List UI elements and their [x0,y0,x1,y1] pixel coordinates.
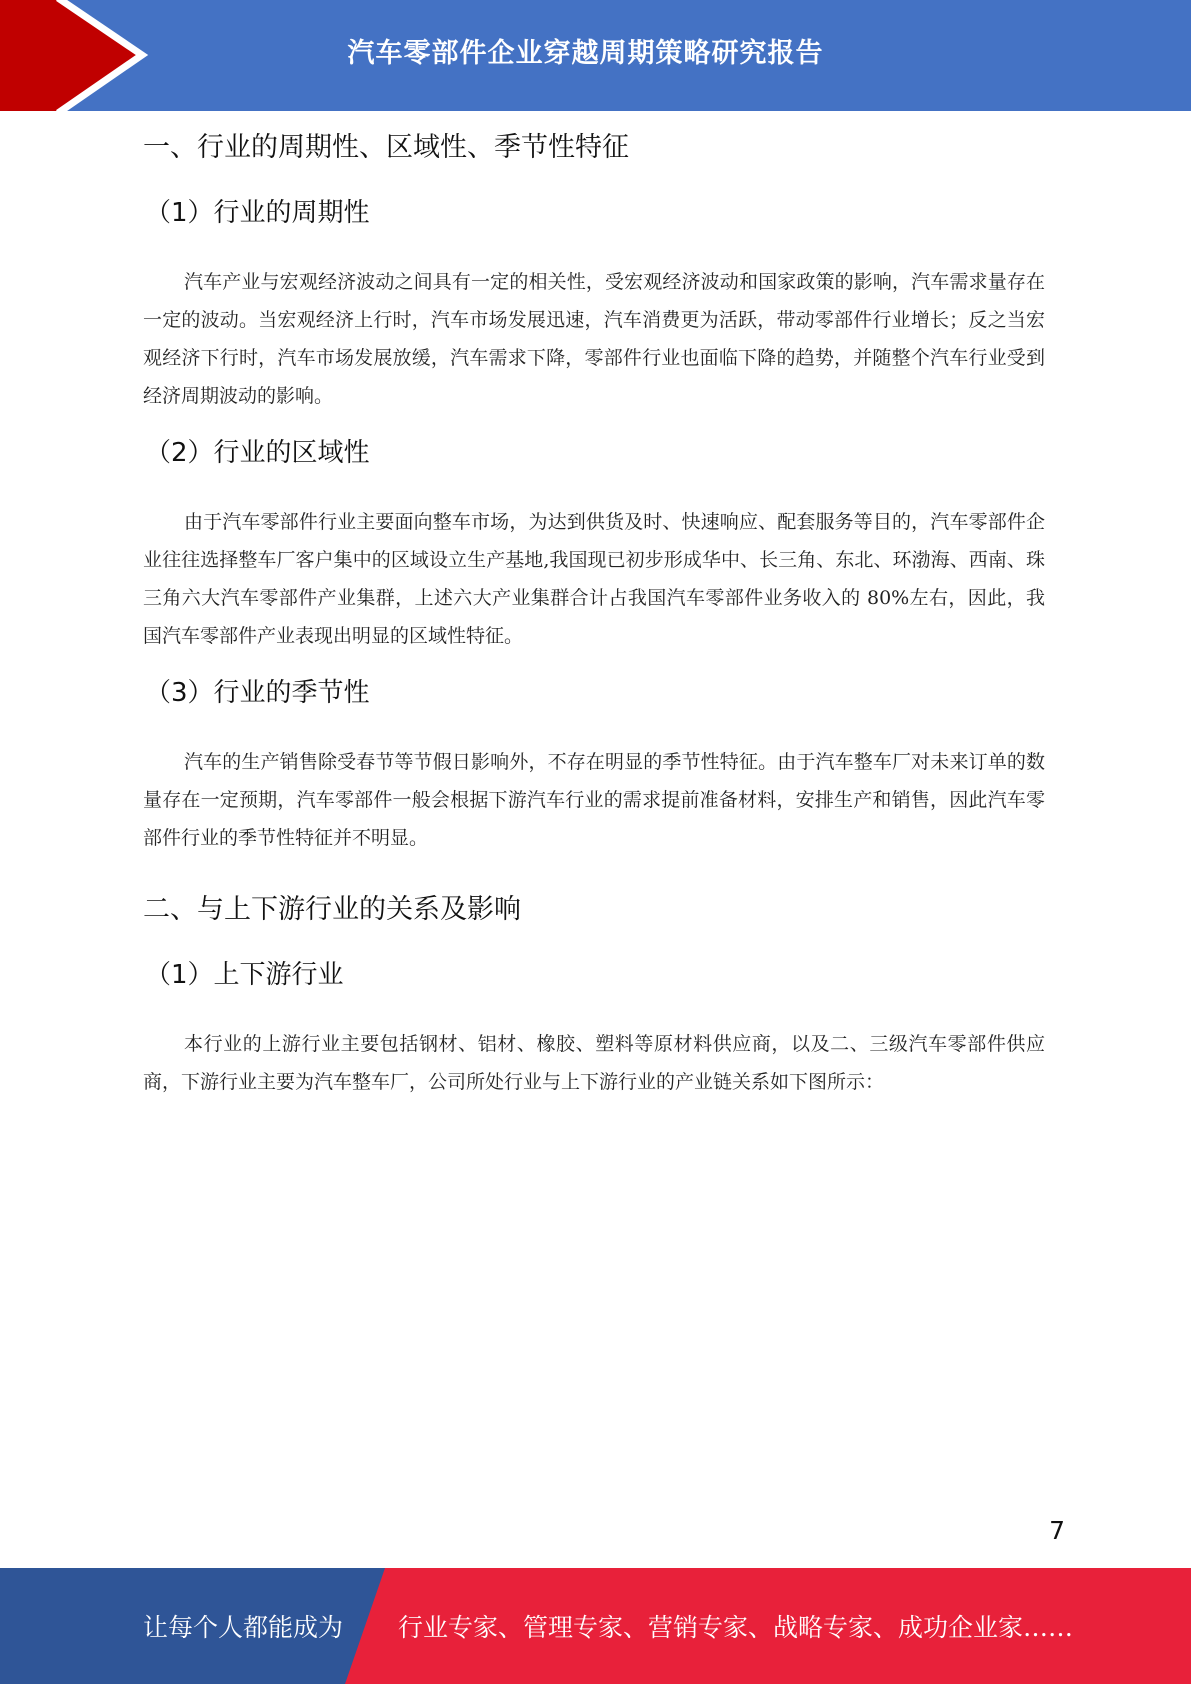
section-heading-2: 二、与上下游行业的关系及影响 [143,894,521,925]
page-header [0,0,1191,111]
footer-slogan-left: 让每个人都能成为 [143,1613,344,1642]
document-body [143,128,1045,1101]
header-red-chevron [0,0,140,111]
section-heading-1: 一、行业的周期性、区域性、季节性特征 [143,132,629,163]
paragraph-cyclicality: 汽车产业与宏观经济波动之间具有一定的相关性，受宏观经济波动和国家政策的影响，汽车需求量存在一定的波动。当宏观经济上行时，汽车市场发展迅速，汽车消费更为活跃，带动零部件行业增长；反之当宏观经济下行时，汽车市场发展放缓，汽车需求下降，零部件行业也面临下降的趋势，并随整个汽车行业受到经济周期波动的影响。 [143,271,1045,407]
paragraph-seasonality: 汽车的生产销售除受春节等节假日影响外，不存在明显的季节性特征。由于汽车整车厂对未来订单的数量存在一定预期，汽车零部件一般会根据下游汽车行业的需求提前准备材料，安排生产和销售，因此汽车零部件行业的季节性特征并不明显。 [143,751,1045,849]
header-arrow-decoration [0,0,160,111]
page-footer [0,1568,1191,1684]
subsection-heading-regionality: （2）行业的区域性 [145,438,370,468]
page-number: 7 [1049,1516,1065,1545]
footer-slogan-right: 行业专家、管理专家、营销专家、战略专家、成功企业家…… [398,1613,1074,1642]
paragraph-upstream-downstream: 本行业的上游行业主要包括钢材、铝材、橡胶、塑料等原材料供应商，以及二、三级汽车零部件供应商，下游行业主要为汽车整车厂，公司所处行业与上下游行业的产业链关系如下图所示： [143,1033,1045,1093]
subsection-heading-cyclicality: （1）行业的周期性 [145,198,370,228]
report-title: 汽车零部件企业穿越周期策略研究报告 [347,37,824,69]
subsection-heading-seasonality: （3）行业的季节性 [145,678,370,708]
paragraph-regionality: 由于汽车零部件行业主要面向整车市场，为达到供货及时、快速响应、配套服务等目的，汽车零部件企业往往选择整车厂客户集中的区域设立生产基地,我国现已初步形成华中、长三角、东北、环渤海、西南、珠三角六大汽车零部件产业集群，上述六大产业集群合计占我国汽车零部件业务收入的 80%左右，因此，我国汽车零部件产业表现出明显的区域性特征。 [143,511,1045,647]
subsection-heading-upstream-downstream: （1）上下游行业 [145,960,344,990]
